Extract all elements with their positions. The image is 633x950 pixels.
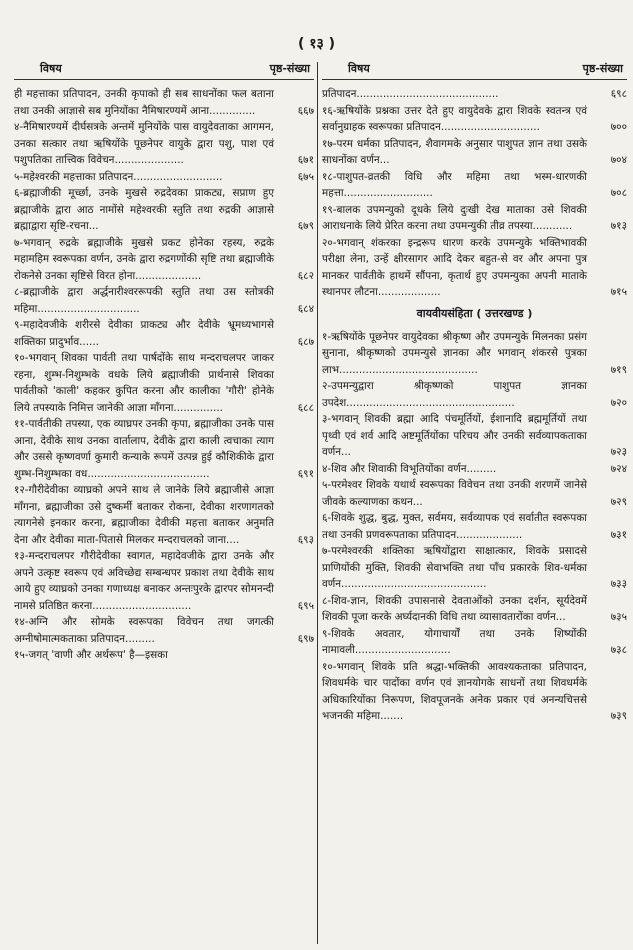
entry-text: १८-पाशुपत-व्रतकी विधि और महिमा तथा भस्म-धारणकी महत्ता........................... <box>322 170 587 199</box>
toc-entry <box>322 86 627 103</box>
entry-text: १४-अग्नि और सोमके स्वरूपका विवेचन तथा जगत्की अग्नीषोमात्मकताका प्रतिपादन......... <box>14 616 274 645</box>
entry-text: १७-परम धर्मका प्रतिपादन, शैवागमके अनुसार पाशुपत ज्ञान तथा उसके साधनोंका वर्णन... <box>322 137 587 166</box>
toc-entry <box>322 202 627 235</box>
toc-entry <box>14 284 314 317</box>
left-entry-list <box>14 86 314 664</box>
toc-entry <box>322 329 627 379</box>
entry-text: ९-महादेवजीके शरीरसे देवीका प्राकट्य और देवीके भ्रूमध्यभागसे शक्तिका प्रादुर्भाव...... <box>14 319 274 348</box>
column-divider <box>317 62 318 944</box>
entry-text: ५-महेश्वरकी महत्ताका प्रतिपादन........................... <box>14 170 223 183</box>
section-title: वायवीयसंहिता ( उत्तरखण्ड ) <box>416 306 533 320</box>
left-column <box>14 62 314 950</box>
entry-text: २०-भगवान् शंकरका इन्द्ररूप धारण करके उपमन्युके भक्तिभावकी परीक्षा लेना, उन्हें क्षीरसागर आदि देकर बहुत-से वर और अपना पुत्र मानकर पार्वतीके हाथमें सौंपना, कृतार्थ हुए उपमन्युका अपनी माताके स्थानपर लौटना................... <box>322 236 587 298</box>
toc-entry <box>322 543 627 593</box>
entry-text: ८-ब्रह्माजीके द्वारा अर्द्धनारीश्वररूपकी स्तुति तथा उस स्तोत्रकी महिमा............................... <box>14 286 274 315</box>
right-entry-list-top <box>322 86 627 301</box>
toc-entry <box>14 235 314 285</box>
entry-text: ११-पार्वतीकी तपस्या, एक व्याघ्रपर उनकी कृपा, ब्रह्माजीका उनके पास आना, देवीके साथ उनका वार्तालाप, देवीके द्वारा काली त्वचाका त्याग और उससे कृष्णवर्णा कुमारी कन्याके रूपमें उत्पन्न हुई कौशिकीके द्वारा शुम्भ-निशुम्भका वध..................................... <box>14 418 274 480</box>
entry-text: १५-जगत् 'वाणी और अर्थरूप' है—इसका <box>14 649 168 661</box>
entry-text: १२-गौरीदेवीका व्याघ्रको अपने साथ ले जानेके लिये ब्रह्माजीसे आज्ञा माँगना, ब्रह्माजीका उसे दुष्कर्मी बताकर रोकना, देवीका शरणागतको त्यागनेसे इनकार करना, ब्रह्माजीका देवीकी महत्ता बताकर अनुमति देना और देवीका माता-पितासे मिलकर मन्दराचलको जाना.... <box>14 484 274 546</box>
entry-text: प्रतिपादन........................................... <box>322 88 499 100</box>
entry-page: ६७५ <box>297 170 314 183</box>
entry-page: ६८४ <box>297 302 314 315</box>
toc-entry <box>322 510 627 543</box>
toc-entry <box>14 185 314 235</box>
toc-entry <box>322 477 627 510</box>
entry-text: ४-शिव और शिवाकी विभूतियोंका वर्णन......... <box>322 462 497 475</box>
entry-text: ३-भगवान् शिवकी ब्रह्मा आदि पंचमूर्तियों, ईशानादि ब्रह्ममूर्तियों तथा पृथ्वी एवं शर्व आदि अष्टमूर्तियोंका परिचय और उनकी सर्वव्यापकताका वर्णन... <box>322 413 587 458</box>
page-count-header: पृष्ठ-संख्या <box>582 62 623 75</box>
entry-text: ७-परमेश्वरकी शक्तिका ऋषियोंद्वारा साक्षात्कार, शिवके प्रसादसे प्राणियोंकी मुक्ति, शिवकी सेवाभक्ति तथा पाँच प्रकारके शिव-धर्मका वर्णन............................................ <box>322 545 587 590</box>
toc-entry <box>14 482 314 548</box>
entry-text: २-उपमन्युद्वारा श्रीकृष्णको पाशुपत ज्ञानका उपदेश................................................... <box>322 380 587 409</box>
entry-text: १३-मन्दराचलपर गौरीदेवीका स्वागत, महादेवजीके द्वारा उनके और अपने उत्कृष्ट स्वरूप एवं अविच्छेद्य सम्बन्धपर प्रकाश तथा देवीके साथ आये हुए व्याघ्रको उनका गणाध्यक्ष बनाकर अन्तःपुरके द्वारपर सोमनन्दी नामसे प्रतिष्ठित करना.............................. <box>14 550 274 612</box>
toc-entry <box>322 169 627 202</box>
entry-page: ६९५ <box>297 599 314 612</box>
entry-text: ८-शिव-ज्ञान, शिवकी उपासनासे देवताओंको उनका दर्शन, सूर्यदेवमें शिवकी पूजा करके अर्घ्यदानकी विधि तथा व्यासावतारोंका वर्णन... <box>322 594 587 623</box>
entry-page: ७३८ <box>610 644 627 656</box>
toc-entry <box>322 659 627 725</box>
entry-text: ९-शिवके अवतार, योगाचार्यों तथा उनके शिष्योंकी नामावली............................. <box>322 627 587 656</box>
entry-text: ५-परमेश्वर शिवके यथार्थ स्वरूपका विवेचन तथा उनकी शरणमें जानेसे जीवके कल्याणका कथन... <box>322 479 587 508</box>
entry-text: १९-बालक उपमन्युको दूधके लिये दुःखी देख माताका उसे शिवकी आराधनाके लिये प्रेरित करना तथा उपमन्युकी तीव्र तपस्या............ <box>322 203 587 232</box>
toc-entry <box>322 235 627 301</box>
entry-page: ६७९ <box>297 220 314 232</box>
left-column-header <box>14 62 314 80</box>
entry-page: ७०८ <box>610 187 627 199</box>
entry-page: ७३५ <box>610 611 627 623</box>
entry-page: ७१५ <box>610 286 627 298</box>
right-entry-list-bottom <box>322 329 627 725</box>
toc-entry <box>14 614 314 647</box>
entry-page: ७३३ <box>610 578 627 590</box>
toc-entry <box>322 136 627 169</box>
toc-entry <box>14 317 314 350</box>
toc-entry <box>14 416 314 482</box>
toc-entry <box>14 647 314 664</box>
entry-page: ७२४ <box>610 462 627 475</box>
toc-entry <box>322 626 627 659</box>
toc-entry <box>322 103 627 136</box>
right-column-header <box>322 62 627 80</box>
entry-text: १-ऋषियोंके पूछनेपर वायुदेवका श्रीकृष्ण और उपमन्युके मिलनका प्रसंग सुनाना, श्रीकृष्णको उपमन्युसे ज्ञानका और भगवान् शंकरसे पुत्रका लाभ.......................................... <box>322 330 587 376</box>
entry-page: ७०० <box>610 121 627 133</box>
entry-text: १०-भगवान् शिवके प्रति श्रद्धा-भक्तिकी आवश्यकताका प्रतिपादन, शिवधर्मके चार पादोंका वर्णन एवं ज्ञानयोगके साधनों तथा शिवधर्मके अधिकारियोंका निरूपण, शिवपूजनके अनेक प्रकार एवं अनन्यचित्तसे भजनकी महिमा....... <box>322 660 587 722</box>
page-number: ( १३ ) <box>297 36 336 52</box>
entry-page: ६९१ <box>297 467 314 480</box>
entry-page: ६७१ <box>297 154 314 166</box>
toc-entry <box>322 461 627 478</box>
entry-text: ही महत्ताका प्रतिपादन, उनकी कृपाको ही सब साधनोंका फल बताना तथा उनकी आज्ञासे सब मुनियोंका नैमिषारण्यमें आना.............. <box>14 88 274 117</box>
toc-entry <box>14 86 314 119</box>
entry-page: ६८८ <box>297 401 314 414</box>
toc-entry <box>14 350 314 416</box>
entry-page: ७०४ <box>610 154 627 166</box>
toc-entry <box>322 378 627 411</box>
toc-entry <box>322 411 627 461</box>
page-count-header: पृष्ठ-संख्या <box>269 62 310 75</box>
entry-page: ७१३ <box>610 220 627 232</box>
entry-text: १६-ऋषियोंके प्रश्नका उत्तर देते हुए वायुदेवके द्वारा शिवके स्वतन्त्र एवं सर्वानुग्राहक स्वरूपका प्रतिपादन.............................. <box>322 104 587 133</box>
toc-entry <box>14 548 314 614</box>
toc-entry <box>14 169 314 186</box>
entry-page: ७२९ <box>610 495 627 508</box>
entry-page: ७३१ <box>610 528 627 541</box>
toc-entry <box>322 593 627 626</box>
right-column <box>322 62 627 950</box>
entry-page: ६९७ <box>297 632 314 645</box>
entry-page: ७२० <box>610 396 627 409</box>
entry-text: ४-नैमिषारण्यमें दीर्घसत्रके अन्तमें मुनियोंके पास वायुदेवताका आगमन, उनका सत्कार तथा ऋषियोंके पूछनेपर वायुके द्वारा पशु, पाश एवं पशुपतिका तात्त्विक विवेचन..................... <box>14 121 274 166</box>
subject-header: विषय <box>348 62 370 75</box>
entry-page: ६८७ <box>297 335 314 348</box>
entry-page: ७३९ <box>610 710 627 722</box>
toc-entry <box>14 119 314 169</box>
entry-page: ६८२ <box>297 269 314 282</box>
entry-text: ७-भगवान् रुद्रके ब्रह्माजीके मुखसे प्रकट होनेका रहस्य, रुद्रके महामहिम स्वरूपका वर्णन, उनके द्वारा रुद्रगणोंकी सृष्टि तथा ब्रह्माजीके रोकनेसे उनका सृष्टिसे विरत होना.................... <box>14 236 274 282</box>
entry-page: ७२३ <box>610 446 627 458</box>
entry-text: ६-ब्रह्माजीकी मूर्च्छा, उनके मुखसे रुद्रदेवका प्राकट्य, सप्राण हुए ब्रह्माजीके द्वारा आठ नामोंसे महेश्वरकी स्तुति तथा रुद्रकी आज्ञासे ब्रह्माद्वारा सृष्टि-रचना... <box>14 187 274 232</box>
entry-text: १०-भगवान् शिवका पार्वती तथा पार्षदोंके साथ मन्दराचलपर जाकर रहना, शुम्भ-निशुम्भके वधके लिये ब्रह्माजीकी प्रार्थनासे शिवका पार्वतीको 'काली' कहकर कुपित करना और कालीका 'गौरी' होनेके लिये तपस्याके निमित्त जानेकी आज्ञा माँगना............... <box>14 352 274 414</box>
entry-page: ६६७ <box>297 104 314 117</box>
entry-page: ७१९ <box>610 363 627 376</box>
entry-text: ६-शिवके शुद्ध, बुद्ध, मुक्त, सर्वमय, सर्वव्यापक एवं सर्वातीत स्वरूपका तथा उनकी प्रणवरूपताका प्रतिपादन.................... <box>322 512 587 541</box>
entry-page: ६९३ <box>297 533 314 546</box>
subject-header: विषय <box>40 62 62 75</box>
entry-page: ६९८ <box>610 88 627 100</box>
